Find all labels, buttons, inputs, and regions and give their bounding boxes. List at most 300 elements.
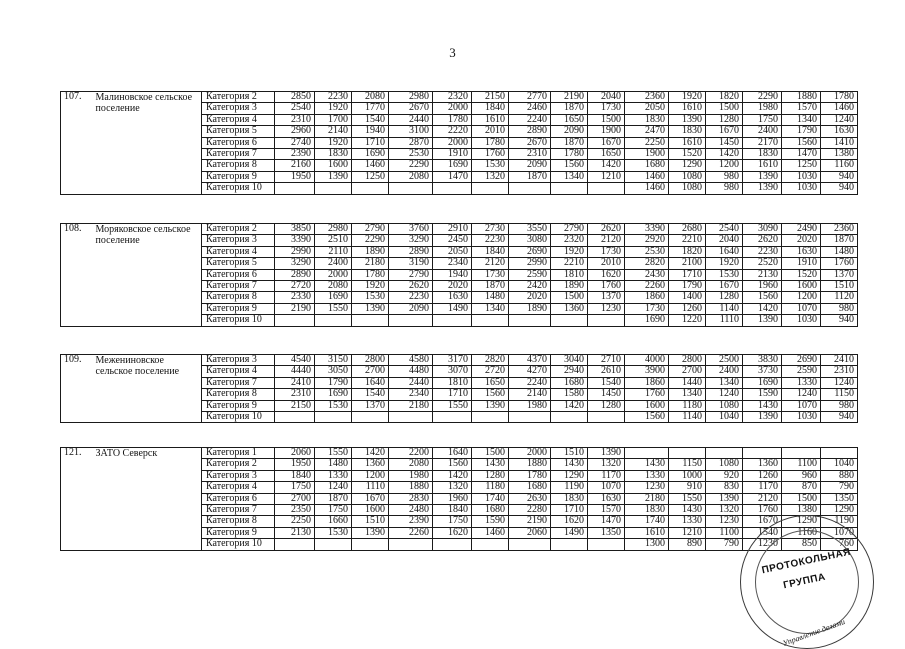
value-cell: 1030: [782, 171, 821, 182]
value-cell: 2440: [389, 114, 433, 125]
category-label: Категория 6: [202, 269, 275, 280]
value-cell: 1110: [352, 482, 389, 493]
category-label: Категория 9: [202, 527, 275, 538]
value-cell: 1480: [315, 459, 352, 470]
value-cell: 1830: [625, 505, 669, 516]
value-cell: 3290: [389, 235, 433, 246]
value-cell: 1250: [352, 171, 389, 182]
value-cell: 1920: [315, 103, 352, 114]
value-cell: 1910: [433, 149, 472, 160]
value-cell: 1620: [433, 527, 472, 538]
value-cell: 2980: [389, 92, 433, 103]
value-cell: 1500: [551, 292, 588, 303]
value-cell: 1590: [472, 516, 509, 527]
value-cell: 1560: [433, 459, 472, 470]
value-cell: 790: [821, 482, 858, 493]
value-cell: 2410: [275, 377, 315, 388]
value-cell: [352, 412, 389, 423]
value-cell: 1620: [588, 269, 625, 280]
value-cell: 1420: [706, 149, 743, 160]
value-cell: 1530: [315, 527, 352, 538]
value-cell: 2210: [551, 258, 588, 269]
value-cell: 3290: [275, 258, 315, 269]
value-cell: 1510: [551, 448, 588, 459]
value-cell: 1550: [669, 493, 706, 504]
value-cell: 1730: [625, 303, 669, 314]
value-cell: 3550: [509, 224, 551, 235]
value-cell: 1530: [706, 269, 743, 280]
value-cell: 1640: [706, 246, 743, 257]
value-cell: 1370: [352, 400, 389, 411]
value-cell: 2480: [389, 505, 433, 516]
value-cell: [389, 412, 433, 423]
value-cell: 1920: [352, 281, 389, 292]
value-cell: 1320: [706, 505, 743, 516]
value-cell: 1430: [472, 459, 509, 470]
value-cell: 2910: [433, 224, 472, 235]
value-cell: 2020: [509, 292, 551, 303]
category-label: Категория 2: [202, 459, 275, 470]
value-cell: 1430: [669, 505, 706, 516]
value-cell: 1390: [743, 315, 782, 326]
value-cell: 2530: [625, 246, 669, 257]
category-label: Категория 6: [202, 493, 275, 504]
value-cell: 2260: [389, 527, 433, 538]
value-cell: 1950: [275, 171, 315, 182]
value-cell: 3090: [743, 224, 782, 235]
value-cell: 1980: [389, 470, 433, 481]
value-cell: 4540: [275, 355, 315, 366]
value-cell: 760: [821, 539, 858, 550]
value-cell: 2010: [472, 126, 509, 137]
value-cell: 2230: [389, 292, 433, 303]
value-cell: 1670: [706, 126, 743, 137]
value-cell: 1330: [669, 516, 706, 527]
category-label: Категория 3: [202, 235, 275, 246]
value-cell: 1330: [315, 470, 352, 481]
value-cell: 1600: [782, 281, 821, 292]
value-cell: 1870: [551, 103, 588, 114]
value-cell: 2530: [389, 149, 433, 160]
value-cell: 2390: [275, 149, 315, 160]
value-cell: [669, 448, 706, 459]
value-cell: [588, 183, 625, 194]
value-cell: 1150: [669, 459, 706, 470]
value-cell: 1340: [551, 171, 588, 182]
value-cell: 1080: [706, 459, 743, 470]
category-label: Категория 7: [202, 149, 275, 160]
value-cell: 1680: [472, 505, 509, 516]
value-cell: 2890: [275, 269, 315, 280]
value-cell: 1420: [743, 303, 782, 314]
value-cell: 1610: [669, 103, 706, 114]
section-number: 108.: [61, 224, 92, 327]
value-cell: 1780: [352, 269, 389, 280]
value-cell: 3150: [315, 355, 352, 366]
table-row: [61, 355, 858, 366]
value-cell: 1750: [743, 114, 782, 125]
value-cell: 1610: [743, 160, 782, 171]
value-cell: 1870: [509, 171, 551, 182]
table-row: [61, 448, 858, 459]
value-cell: 3830: [743, 355, 782, 366]
value-cell: 1590: [743, 389, 782, 400]
value-cell: 1080: [669, 183, 706, 194]
value-cell: 1390: [352, 303, 389, 314]
value-cell: 2360: [821, 224, 858, 235]
table-row: [61, 224, 858, 235]
value-cell: 1980: [509, 400, 551, 411]
value-cell: [352, 183, 389, 194]
value-cell: 1630: [588, 493, 625, 504]
category-label: Категория 3: [202, 103, 275, 114]
value-cell: 2020: [433, 281, 472, 292]
value-cell: 2500: [706, 355, 743, 366]
value-cell: [433, 183, 472, 194]
value-cell: 2000: [315, 269, 352, 280]
category-label: Категория 4: [202, 366, 275, 377]
category-label: Категория 8: [202, 389, 275, 400]
value-cell: 2520: [743, 258, 782, 269]
value-cell: [389, 315, 433, 326]
value-cell: 1500: [588, 114, 625, 125]
value-cell: 3390: [275, 235, 315, 246]
value-cell: [315, 315, 352, 326]
value-cell: [275, 412, 315, 423]
value-cell: 1730: [588, 246, 625, 257]
value-cell: 1430: [625, 459, 669, 470]
value-cell: 1560: [551, 160, 588, 171]
value-cell: 2000: [433, 137, 472, 148]
value-cell: 4270: [509, 366, 551, 377]
stamp-line-1: ПРОТОКОЛЬНАЯ: [760, 546, 852, 577]
value-cell: 1770: [352, 103, 389, 114]
value-cell: 1470: [588, 516, 625, 527]
value-cell: 1690: [743, 377, 782, 388]
value-cell: 2220: [433, 126, 472, 137]
value-cell: 3190: [389, 258, 433, 269]
value-cell: 2430: [625, 269, 669, 280]
value-cell: 4440: [275, 366, 315, 377]
value-cell: 1390: [472, 400, 509, 411]
value-cell: 2350: [275, 505, 315, 516]
value-cell: 1450: [706, 137, 743, 148]
value-cell: [315, 412, 352, 423]
value-cell: 2060: [275, 448, 315, 459]
value-cell: 2720: [472, 366, 509, 377]
value-cell: 1870: [821, 235, 858, 246]
value-cell: 2510: [315, 235, 352, 246]
value-cell: 1840: [472, 246, 509, 257]
value-cell: 2130: [743, 269, 782, 280]
value-cell: 2920: [625, 235, 669, 246]
value-cell: 2590: [782, 366, 821, 377]
value-cell: 2040: [588, 92, 625, 103]
value-cell: [821, 448, 858, 459]
value-cell: 1070: [588, 482, 625, 493]
value-cell: 1640: [352, 377, 389, 388]
value-cell: 1830: [743, 149, 782, 160]
value-cell: 1340: [472, 303, 509, 314]
value-cell: 1710: [669, 269, 706, 280]
value-cell: 2130: [275, 527, 315, 538]
value-cell: 1240: [782, 389, 821, 400]
value-cell: 1840: [275, 470, 315, 481]
value-cell: [782, 448, 821, 459]
value-cell: [352, 539, 389, 550]
value-cell: 1350: [821, 493, 858, 504]
value-cell: 1420: [433, 470, 472, 481]
value-cell: 1100: [706, 527, 743, 538]
value-cell: 1760: [472, 149, 509, 160]
value-cell: [706, 448, 743, 459]
value-cell: 1520: [782, 269, 821, 280]
value-cell: 2290: [352, 235, 389, 246]
value-cell: 1420: [551, 400, 588, 411]
value-cell: 2280: [509, 505, 551, 516]
value-cell: [551, 412, 588, 423]
value-cell: [588, 539, 625, 550]
value-cell: [625, 448, 669, 459]
value-cell: 1340: [669, 389, 706, 400]
value-cell: 1680: [625, 160, 669, 171]
value-cell: [551, 539, 588, 550]
value-cell: 1370: [588, 292, 625, 303]
value-cell: 1520: [669, 149, 706, 160]
value-cell: 2610: [588, 366, 625, 377]
value-cell: 2340: [433, 258, 472, 269]
value-cell: 980: [706, 171, 743, 182]
value-cell: 1400: [669, 292, 706, 303]
section-number: 107.: [61, 92, 92, 195]
value-cell: 1640: [433, 448, 472, 459]
value-cell: 1690: [625, 315, 669, 326]
value-cell: 1750: [433, 516, 472, 527]
value-cell: 1820: [669, 246, 706, 257]
value-cell: 1340: [782, 114, 821, 125]
value-cell: 1760: [625, 389, 669, 400]
value-cell: 1750: [315, 505, 352, 516]
value-cell: 1680: [551, 377, 588, 388]
value-cell: 2290: [389, 160, 433, 171]
value-cell: 2620: [389, 281, 433, 292]
settlement-name: Моряковское сельское поселение: [92, 224, 202, 327]
value-cell: 1390: [588, 448, 625, 459]
value-cell: 1100: [782, 459, 821, 470]
value-cell: 1530: [315, 400, 352, 411]
value-cell: 1070: [782, 303, 821, 314]
value-cell: 1680: [509, 482, 551, 493]
value-cell: 2680: [669, 224, 706, 235]
value-cell: 4000: [625, 355, 669, 366]
value-cell: 1830: [669, 126, 706, 137]
value-cell: 2050: [625, 103, 669, 114]
value-cell: 2060: [509, 527, 551, 538]
value-cell: 1500: [782, 493, 821, 504]
value-cell: 1470: [433, 171, 472, 182]
value-cell: 1810: [551, 269, 588, 280]
value-cell: [551, 183, 588, 194]
value-cell: 1280: [472, 470, 509, 481]
value-cell: 2150: [275, 400, 315, 411]
value-cell: 3900: [625, 366, 669, 377]
value-cell: 1610: [669, 137, 706, 148]
value-cell: 2240: [509, 114, 551, 125]
value-cell: 1220: [669, 315, 706, 326]
value-cell: [509, 539, 551, 550]
value-cell: 980: [706, 183, 743, 194]
value-cell: 1870: [551, 137, 588, 148]
value-cell: 1430: [551, 459, 588, 470]
value-cell: 1480: [472, 292, 509, 303]
value-cell: 1870: [472, 281, 509, 292]
value-cell: 1780: [472, 137, 509, 148]
value-cell: 1670: [706, 281, 743, 292]
value-cell: 4580: [389, 355, 433, 366]
value-cell: 2320: [551, 235, 588, 246]
value-cell: 2770: [509, 92, 551, 103]
value-cell: 3040: [551, 355, 588, 366]
value-cell: 1790: [782, 126, 821, 137]
value-cell: 1600: [315, 160, 352, 171]
value-cell: 1240: [706, 389, 743, 400]
value-cell: 1650: [472, 377, 509, 388]
value-cell: 1920: [551, 246, 588, 257]
value-cell: 1240: [821, 114, 858, 125]
category-label: Категория 10: [202, 315, 275, 326]
category-label: Категория 9: [202, 171, 275, 182]
value-cell: 2080: [389, 459, 433, 470]
value-cell: 1690: [352, 149, 389, 160]
value-cell: 2190: [275, 303, 315, 314]
value-cell: 2100: [669, 258, 706, 269]
category-label: Категория 4: [202, 482, 275, 493]
category-label: Категория 4: [202, 246, 275, 257]
value-cell: 2020: [782, 235, 821, 246]
value-cell: 1460: [472, 527, 509, 538]
settlement-name: ЗАТО Северск: [92, 448, 202, 551]
value-cell: 3390: [625, 224, 669, 235]
value-cell: 1070: [782, 400, 821, 411]
value-cell: 1760: [743, 505, 782, 516]
value-cell: 1390: [743, 412, 782, 423]
stamp-line-2: ГРУППА: [782, 571, 827, 592]
value-cell: 1070: [821, 527, 858, 538]
value-cell: 1140: [706, 303, 743, 314]
value-cell: 1880: [782, 92, 821, 103]
value-cell: 2890: [509, 126, 551, 137]
value-cell: 1610: [472, 114, 509, 125]
value-cell: 2230: [315, 92, 352, 103]
value-cell: 1630: [821, 126, 858, 137]
value-cell: 2400: [315, 258, 352, 269]
value-cell: 1610: [625, 527, 669, 538]
value-cell: 1030: [782, 412, 821, 423]
value-cell: 1540: [743, 527, 782, 538]
value-cell: 1510: [821, 281, 858, 292]
value-cell: 2890: [389, 246, 433, 257]
settlement-name: Малиновское сельское поселение: [92, 92, 202, 195]
value-cell: 4480: [389, 366, 433, 377]
value-cell: 1210: [669, 527, 706, 538]
value-cell: 1440: [669, 377, 706, 388]
value-cell: 1730: [472, 269, 509, 280]
value-cell: 1170: [743, 482, 782, 493]
value-cell: 2450: [433, 235, 472, 246]
value-cell: [472, 315, 509, 326]
value-cell: 2140: [509, 389, 551, 400]
value-cell: 1330: [625, 470, 669, 481]
value-cell: 910: [669, 482, 706, 493]
value-cell: 1690: [315, 389, 352, 400]
value-cell: 1880: [389, 482, 433, 493]
value-cell: 1540: [352, 389, 389, 400]
value-cell: 3080: [509, 235, 551, 246]
value-cell: 1780: [821, 92, 858, 103]
value-cell: 1160: [821, 160, 858, 171]
value-cell: 1450: [588, 389, 625, 400]
value-cell: 1140: [669, 412, 706, 423]
value-cell: 1840: [472, 103, 509, 114]
value-cell: 940: [821, 183, 858, 194]
value-cell: 1480: [821, 246, 858, 257]
value-cell: 1740: [472, 493, 509, 504]
category-label: Категория 7: [202, 377, 275, 388]
value-cell: 1390: [743, 171, 782, 182]
value-cell: 2140: [315, 126, 352, 137]
value-cell: 1860: [625, 292, 669, 303]
value-cell: 2700: [275, 493, 315, 504]
value-cell: 2330: [275, 292, 315, 303]
value-cell: [472, 412, 509, 423]
value-cell: 920: [706, 470, 743, 481]
value-cell: 1840: [433, 505, 472, 516]
value-cell: 2590: [509, 269, 551, 280]
value-cell: 1420: [588, 160, 625, 171]
value-cell: 2310: [275, 114, 315, 125]
value-cell: 2800: [669, 355, 706, 366]
value-cell: 830: [706, 482, 743, 493]
value-cell: 1240: [315, 482, 352, 493]
section-number: 109.: [61, 355, 92, 423]
value-cell: 1760: [821, 258, 858, 269]
value-cell: 2320: [433, 92, 472, 103]
value-cell: 1670: [588, 137, 625, 148]
value-cell: 1230: [743, 539, 782, 550]
value-cell: [588, 315, 625, 326]
value-cell: 2730: [472, 224, 509, 235]
value-cell: 2490: [782, 224, 821, 235]
value-cell: 940: [821, 315, 858, 326]
category-label: Категория 1: [202, 448, 275, 459]
value-cell: 2190: [551, 92, 588, 103]
value-cell: 1710: [352, 137, 389, 148]
value-cell: 1320: [472, 171, 509, 182]
value-cell: 1080: [706, 400, 743, 411]
value-cell: 2200: [389, 448, 433, 459]
value-cell: 1830: [551, 493, 588, 504]
value-cell: 960: [782, 470, 821, 481]
value-cell: 850: [782, 539, 821, 550]
value-cell: 1780: [433, 114, 472, 125]
value-cell: 1670: [352, 493, 389, 504]
value-cell: 1110: [706, 315, 743, 326]
value-cell: 1360: [743, 459, 782, 470]
value-cell: 3760: [389, 224, 433, 235]
value-cell: 1570: [782, 103, 821, 114]
value-cell: 1900: [588, 126, 625, 137]
value-cell: 2310: [821, 366, 858, 377]
